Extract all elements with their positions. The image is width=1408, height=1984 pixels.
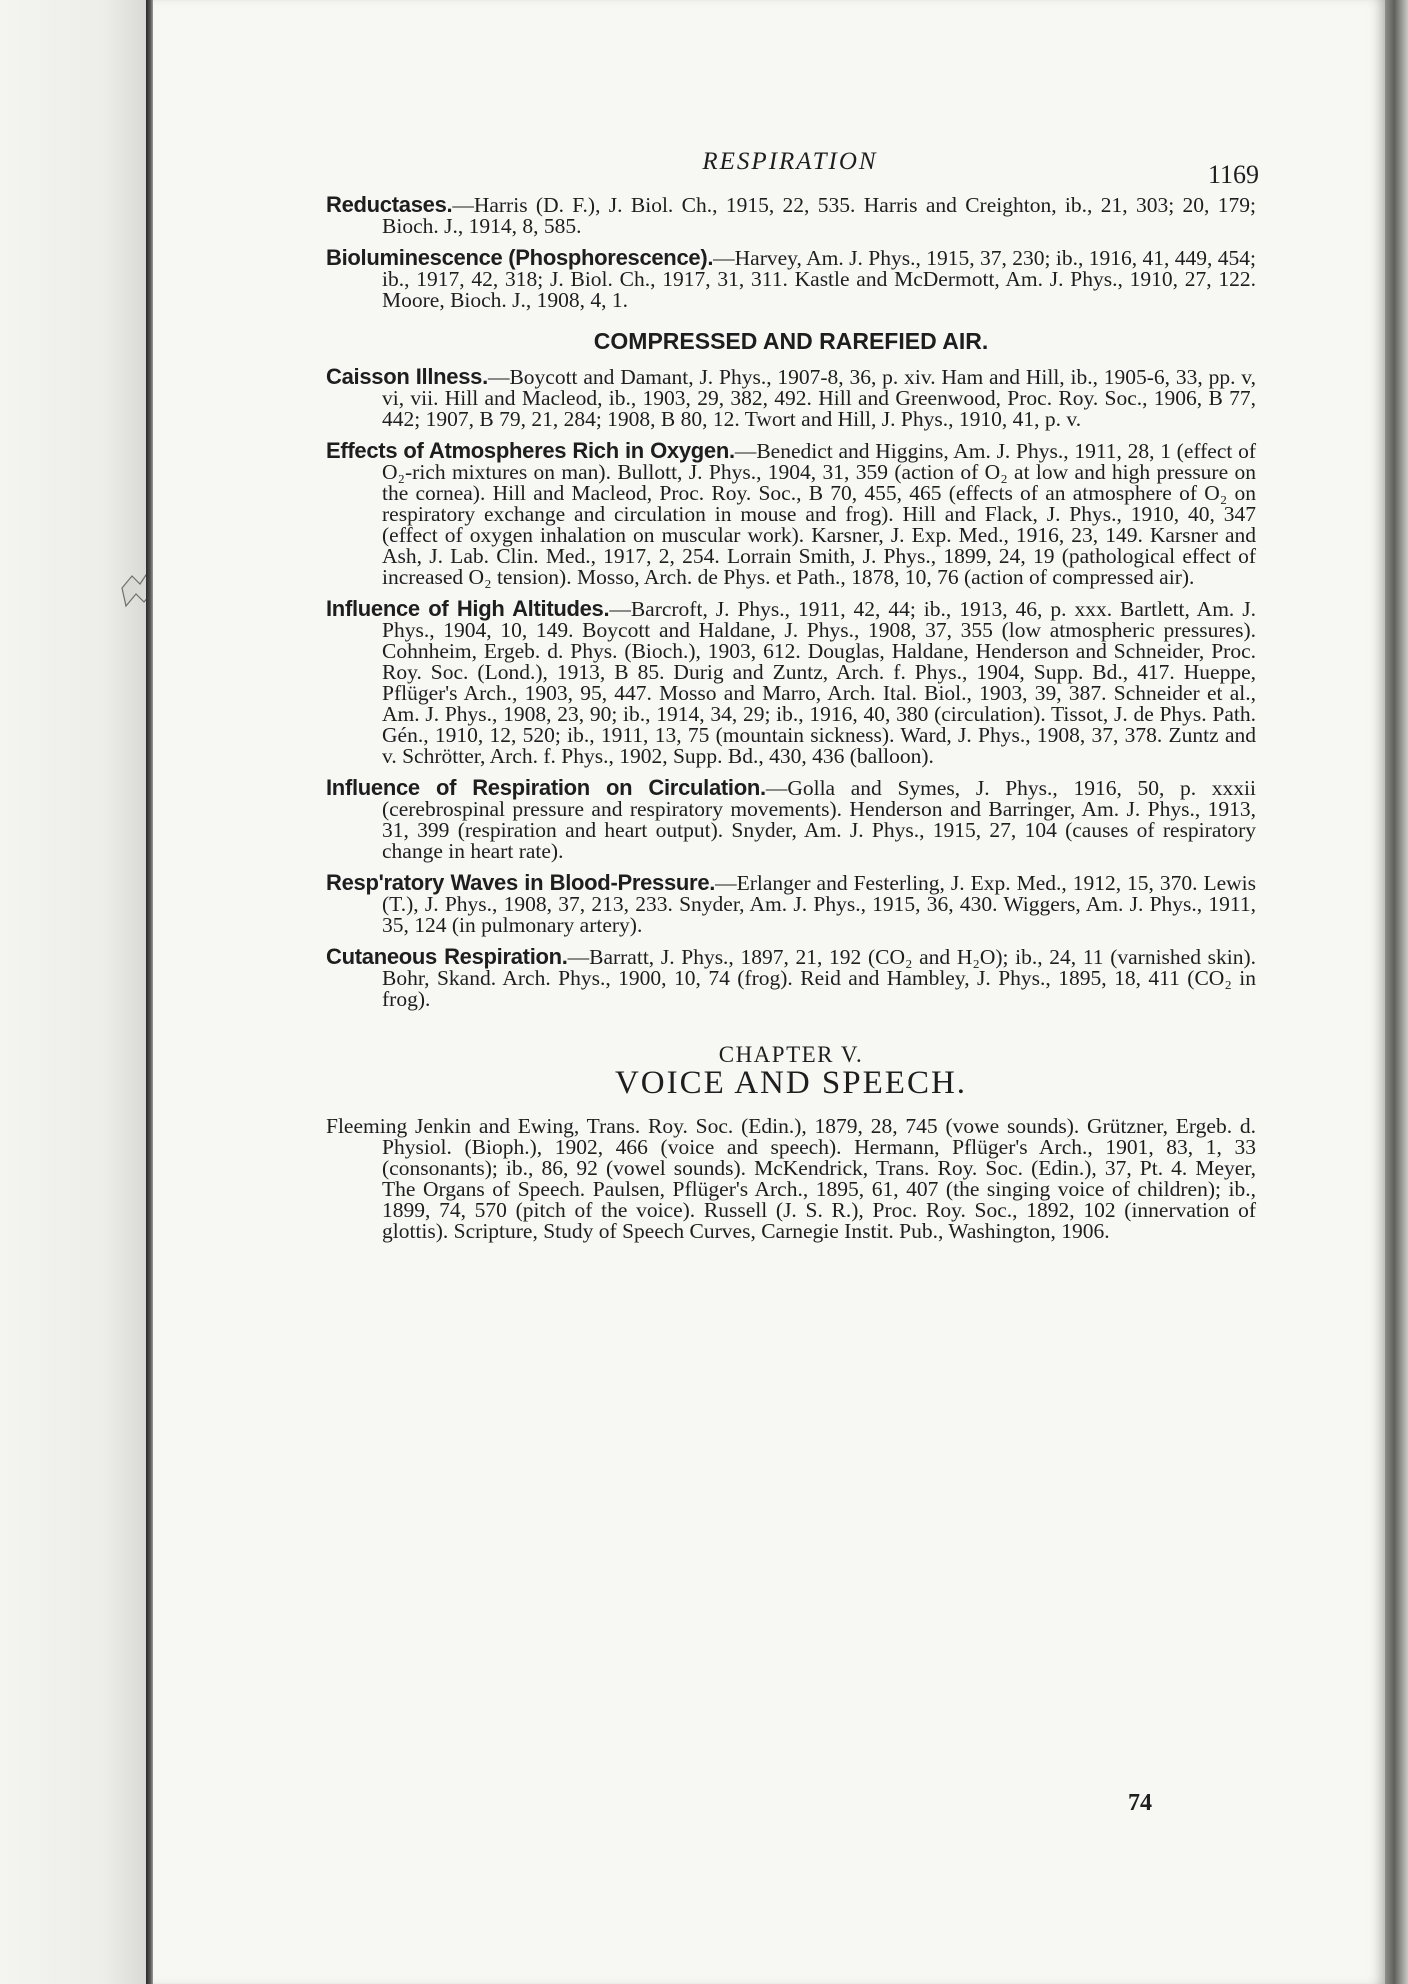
book-gutter: [146, 0, 153, 1984]
entry-heading: Reductases.: [326, 192, 453, 217]
entry-heading: Effects of Atmospheres Rich in Oxygen.: [326, 438, 735, 463]
bibliography-entry: [326, 247, 1256, 311]
entry-heading: Influence of High Altitudes.: [326, 596, 610, 621]
entry-text: —Benedict and Higgins, Am. J. Phys., 1911, 28, 1 (effect of O₂-rich mixtures on man). Bullott, J. Phys., 1904, 31, 359 (action of O₂ at low and high pressure on the cornea). Hill and Macleod, Proc. Roy. Soc., B 70, 455, 465 (effects of an atmosphere of O₂ on respiratory exchange and circulation in mouse and frog). Hill and Flack, J. Phys., 1910, 40, 347 (effect of oxygen inhalation on muscular work). Karsner, J. Exp. Med., 1916, 23, 149. Karsner and Ash, J. Lab. Clin. Med., 1917, 2, 254. Lorrain Smith, J. Phys., 1899, 24, 19 (pathological effect of increased O₂ tension). Mosso, Arch. de Phys. et Path., 1878, 10, 76 (action of compressed air).: [382, 439, 1256, 589]
bibliography-entry: [326, 946, 1256, 1010]
page-body: [326, 194, 1256, 1252]
bibliography-entry: [326, 872, 1256, 936]
entry-text: —Barratt, J. Phys., 1897, 21, 192 (CO₂ and H₂O); ib., 24, 11 (varnished skin). Bohr, Skand. Arch. Phys., 1900, 10, 74 (frog). Reid and Hambley, J. Phys., 1895, 18, 411 (CO₂ in frog).: [382, 945, 1256, 1011]
entry-heading: Resp'ratory Waves in Blood-Pressure.: [326, 870, 716, 895]
entry-text: —Harris (D. F.), J. Biol. Ch., 1915, 22, 535. Harris and Creighton, ib., 21, 303; 20, 179; Bioch. J., 1914, 8, 585.: [382, 193, 1256, 238]
entry-heading: Influence of Respiration on Circulation.: [326, 775, 766, 800]
page-edge: [1385, 0, 1408, 1984]
bibliography-entry: [326, 440, 1256, 588]
entry-heading: Caisson Illness.: [326, 364, 488, 389]
left-blank-page: [0, 0, 148, 1984]
chapter-label: CHAPTER V.: [718, 1042, 864, 1067]
entry-text: —Harvey, Am. J. Phys., 1915, 37, 230; ib., 1916, 41, 449, 454; ib., 1917, 42, 318; J. Biol. Ch., 1917, 31, 311. Kastle and McDermott, Am. J. Phys., 1910, 27, 122. Moore, Bioch. J., 1908, 4, 1.: [382, 246, 1256, 312]
running-head: RESPIRATION: [702, 148, 878, 175]
bibliography-entry: [326, 598, 1256, 767]
entry-text: —Golla and Symes, J. Phys., 1916, 50, p. xxxii (cerebrospinal pressure and respiratory movements). Henderson and Barringer, Am. J. Phys., 1913, 31, 399 (respiration and heart output). Snyder, Am. J. Phys., 1915, 27, 104 (causes of respiratory change in heart rate).: [382, 776, 1256, 863]
chapter-bibliography: Fleeming Jenkin and Ewing, Trans. Roy. Soc. (Edin.), 1879, 28, 745 (vowe sounds). Grützner, Ergeb. d. Physiol. (Bioph.), 1902, 466 (voice and speech). Hermann, Pflüger's Arch., 1901, 83, 1, 33 (consonants); ib., 86, 92 (vowel sounds). McKendrick, Trans. Roy. Soc. (Edin.), 37, Pt. 4. Meyer, The Organs of Speech. Paulsen, Pflüger's Arch., 1895, 61, 407 (the singing voice of children); ib., 1899, 74, 570 (pitch of the voice). Russell (J. S. R.), Proc. Roy. Soc., 1892, 102 (innervation of glottis). Scripture, Study of Speech Curves, Carnegie Instit. Pub., Washington, 1906.: [326, 1114, 1256, 1243]
entry-text: —Erlanger and Festerling, J. Exp. Med., 1912, 15, 370. Lewis (T.), J. Phys., 1908, 37, 213, 233. Snyder, Am. J. Phys., 1915, 36, 430. Wiggers, Am. J. Phys., 1911, 35, 124 (in pulmonary artery).: [382, 871, 1257, 937]
section-heading: COMPRESSED AND RAREFIED AIR.: [593, 328, 989, 354]
entry-text: —Boycott and Damant, J. Phys., 1907-8, 36, p. xiv. Ham and Hill, ib., 1905-6, 33, pp. v, vi, vii. Hill and Macleod, ib., 1903, 29, 382, 492. Hill and Greenwood, Proc. Roy. Soc., 1906, B 77, 442; 1907, B 79, 21, 284; 1908, B 80, 12. Twort and Hill, J. Phys., 1910, 41, p. v.: [382, 365, 1256, 431]
bibliography-entry: [326, 777, 1256, 862]
bibliography-entry: [326, 194, 1256, 237]
signature-mark: 74: [1128, 1790, 1152, 1816]
entry-heading: Cutaneous Respiration.: [326, 944, 568, 969]
entry-heading: Bioluminescence (Phosphorescence).: [326, 245, 714, 270]
chapter-title: VOICE AND SPEECH.: [614, 1065, 968, 1101]
page-number: 1169: [1208, 160, 1260, 189]
entry-text: —Barcroft, J. Phys., 1911, 42, 44; ib., 1913, 46, p. xxx. Bartlett, Am. J. Phys., 1904, 10, 149. Boycott and Haldane, J. Phys., 1908, 37, 355 (low atmospheric pressures). Cohnheim, Ergeb. d. Phys. (Bioch.), 1903, 612. Douglas, Haldane, Henderson and Schneider, Proc. Roy. Soc. (Lond.), 1913, B 85. Durig and Zuntz, Arch. f. Phys., 1904, Supp. Bd., 417. Hueppe, Pflüger's Arch., 1903, 95, 447. Mosso and Marro, Arch. Ital. Biol., 1903, 39, 387. Schneider et al., Am. J. Phys., 1908, 23, 90; ib., 1914, 34, 29; ib., 1916, 40, 380 (circulation). Tissot, J. de Phys. Path. Gén., 1910, 12, 520; ib., 1911, 13, 75 (mountain sickness). Ward, J. Phys., 1908, 37, 378. Zuntz and v. Schrötter, Arch. f. Phys., 1902, Supp. Bd., 430, 436 (balloon).: [382, 597, 1256, 768]
bibliography-entry: [326, 366, 1256, 430]
